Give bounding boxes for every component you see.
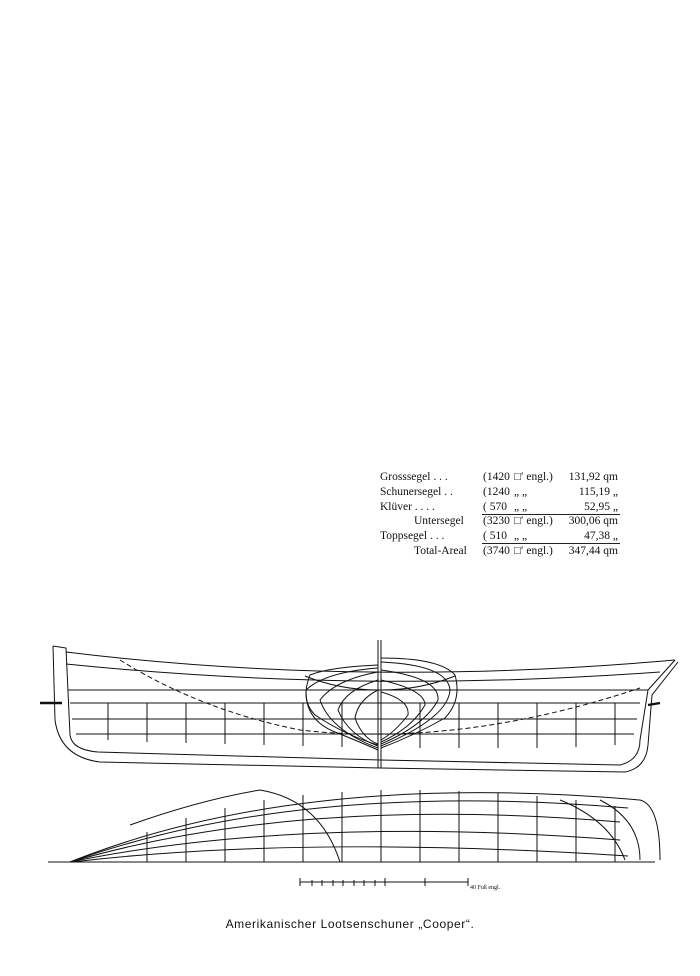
sail-sqft: (3230: [483, 515, 510, 528]
sail-unit: „ „: [514, 500, 528, 513]
half-breadth-plan: [48, 790, 660, 862]
sail-qm: 131,92 qm: [568, 471, 618, 483]
sail-name: Toppsegel . . .: [380, 530, 445, 543]
sail-qm: 347,44 qm: [568, 544, 618, 557]
figure-caption: Amerikanischer Lootsenschuner „Cooper“.: [225, 917, 475, 931]
sail-name: Grosssegel . . .: [380, 471, 448, 483]
sail-unit: □′ engl.): [514, 471, 553, 483]
sail-qm: 300,06 qm: [568, 515, 618, 528]
scale-bar: [300, 878, 468, 886]
sail-sqft: ( 510: [483, 530, 507, 543]
sail-unit: □′ engl.): [514, 544, 553, 557]
sail-sqft: ( 570: [483, 500, 507, 513]
sail-unit: □′ engl.): [514, 515, 553, 528]
scale-label: 40 Fuß engl.: [470, 885, 501, 891]
sail-qm: 115,19 „: [578, 485, 618, 498]
sail-unit: „ „: [514, 485, 528, 498]
table-row: [378, 470, 620, 485]
table-row: [378, 529, 620, 544]
sail-qm: 47,38 „: [584, 530, 618, 543]
sail-unit: „ „: [514, 530, 528, 543]
sail-name: Schunersegel . .: [380, 485, 453, 498]
table-row: [378, 544, 620, 559]
sail-name: Klüver . . . .: [380, 500, 435, 513]
sail-qm: 52,95 „: [584, 500, 618, 513]
sail-name: Total-Areal: [414, 544, 467, 557]
table-row: [378, 500, 620, 515]
sail-area-table: [378, 470, 620, 559]
table-row: [378, 514, 620, 529]
sail-sqft: (3740: [483, 544, 510, 557]
table-row: [378, 485, 620, 500]
sail-sqft: (1240: [483, 485, 510, 498]
hull-profile: [40, 646, 678, 772]
sail-name: Untersegel: [414, 515, 464, 528]
body-plan: [300, 640, 460, 768]
sail-sqft: (1420: [483, 471, 510, 483]
